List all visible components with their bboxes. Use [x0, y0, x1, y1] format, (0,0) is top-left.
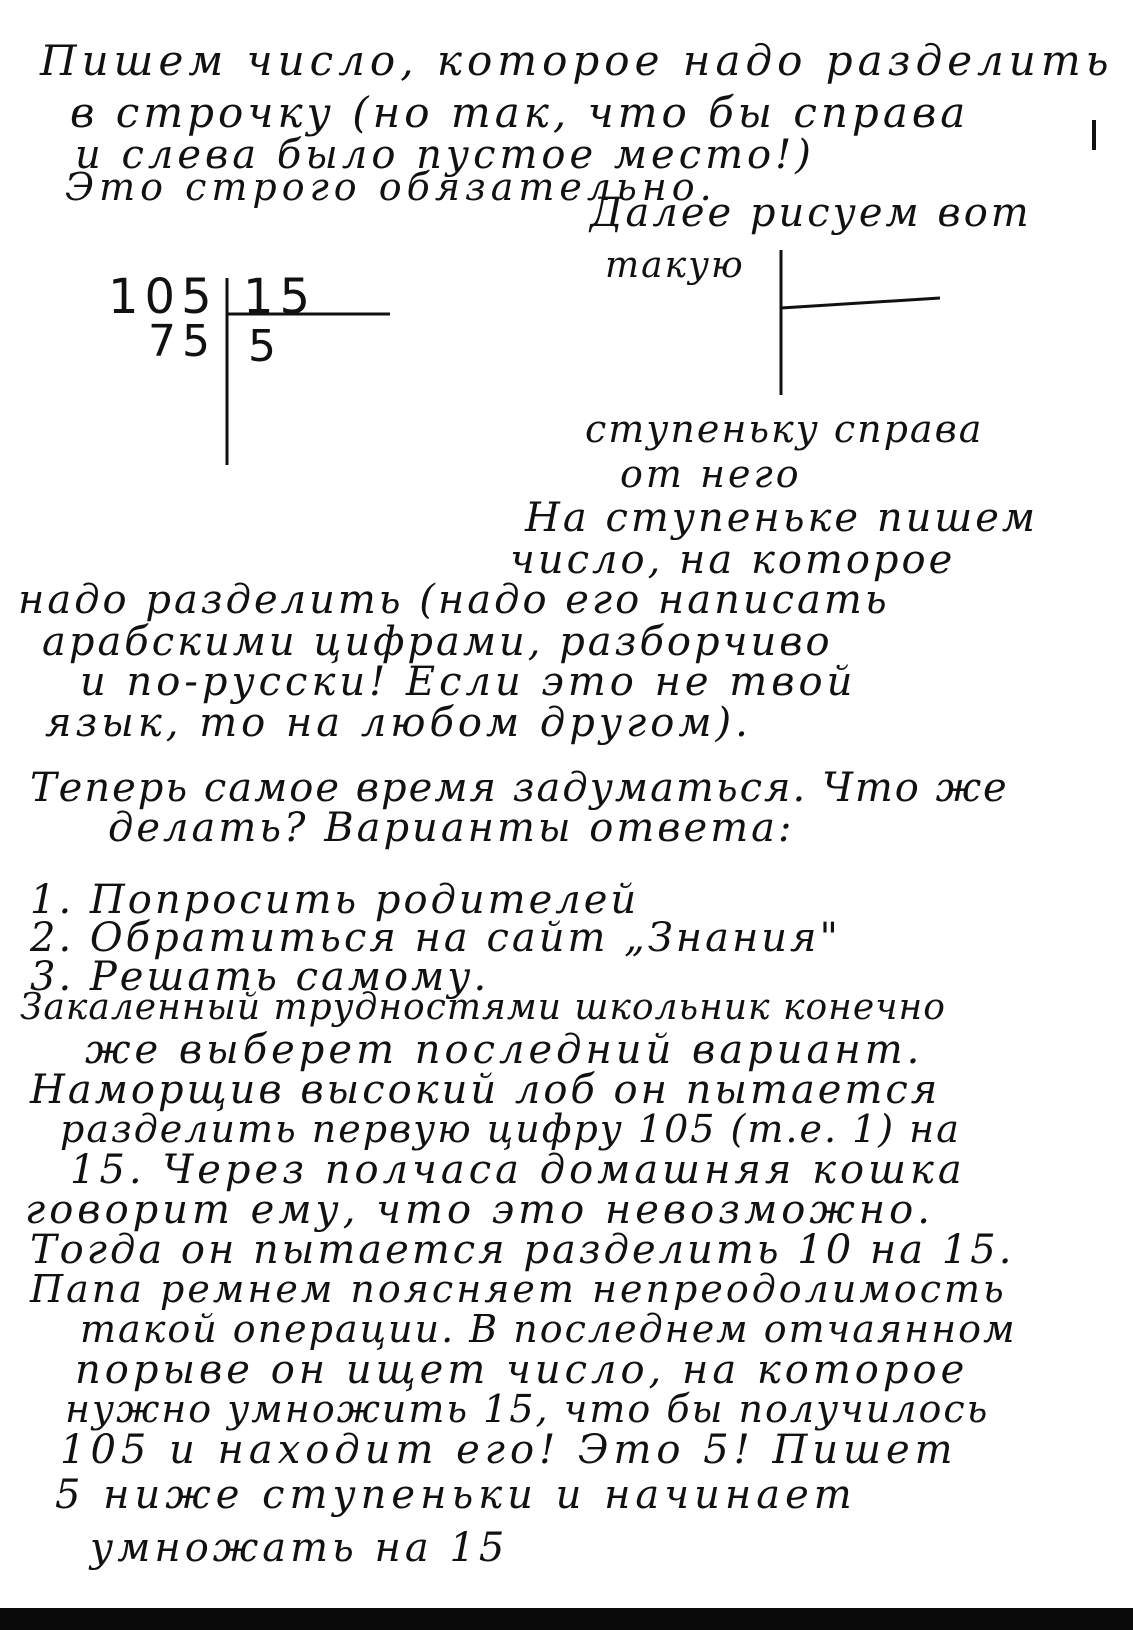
text-line-26: Тогда он пытается разделить 10 на 15. — [30, 1227, 1015, 1273]
text-line-15: Теперь самое время задуматься. Что же — [30, 765, 1009, 811]
divisor: 15 — [243, 269, 317, 325]
text-line-21: же выберет последний вариант. — [85, 1027, 924, 1073]
text-line-32: 5 ниже ступеньки и начинает — [55, 1472, 857, 1518]
text-line-13: и по-русски! Если это не твой — [80, 659, 857, 705]
text-line-9: На ступеньке пишем — [525, 495, 1039, 541]
text-line-12: арабскими цифрами, разборчиво — [42, 619, 833, 665]
text-line-6: такую — [605, 245, 745, 286]
step-horizontal-line — [781, 298, 940, 308]
text-line-24: 15. Через полчаса домашняя кошка — [70, 1147, 966, 1193]
scan-bottom-edge — [0, 1608, 1133, 1630]
text-line-29: порыве он ищет число, на которое — [75, 1347, 969, 1393]
text-line-20: Закаленный трудностями школьник конечно — [20, 987, 946, 1028]
text-line-14: язык, то на любом другом). — [45, 700, 752, 746]
text-line-10: число, на которое — [510, 537, 956, 583]
margin-mark — [1092, 120, 1096, 150]
text-line-7: ступеньку справа — [585, 407, 984, 451]
text-line-25: говорит ему, что это невозможно. — [25, 1187, 934, 1233]
text-line-33: умножать на 15 — [90, 1525, 509, 1571]
dividend: 105 — [108, 269, 218, 325]
text-line-31: 105 и находит его! Это 5! Пишет — [60, 1427, 958, 1473]
text-line-5: Далее рисуем вот — [590, 190, 1032, 236]
text-line-23: разделить первую цифру 105 (т.е. 1) на — [60, 1107, 961, 1151]
text-line-27: Папа ремнем поясняет непреодолимость — [30, 1267, 1007, 1311]
text-line-19: 3. Решать самому. — [30, 954, 490, 1000]
text-line-11: надо разделить (надо его написать — [18, 577, 890, 623]
text-line-30: нужно умножить 15, что бы получилось — [65, 1387, 990, 1431]
text-line-17: 1. Попросить родителей — [30, 877, 640, 923]
text-line-16: делать? Варианты ответа: — [108, 805, 795, 851]
text-line-4: Это строго обязательно. — [65, 165, 717, 209]
text-line-8: от него — [620, 452, 802, 496]
text-line-22: Наморщив высокий лоб он пытается — [30, 1067, 941, 1113]
quotient: 5 — [248, 321, 282, 372]
text-line-3: и слева было пустое место!) — [75, 132, 815, 178]
text-line-1: Пишем число, которое надо разделить — [40, 36, 1114, 85]
text-line-28: такой операции. В последнем отчаянном — [80, 1307, 1017, 1351]
subtrahend: 75 — [148, 316, 216, 367]
text-line-2: в строчку (но так, что бы справа — [70, 88, 970, 137]
text-line-18: 2. Обратиться на сайт „Знания" — [30, 915, 841, 961]
